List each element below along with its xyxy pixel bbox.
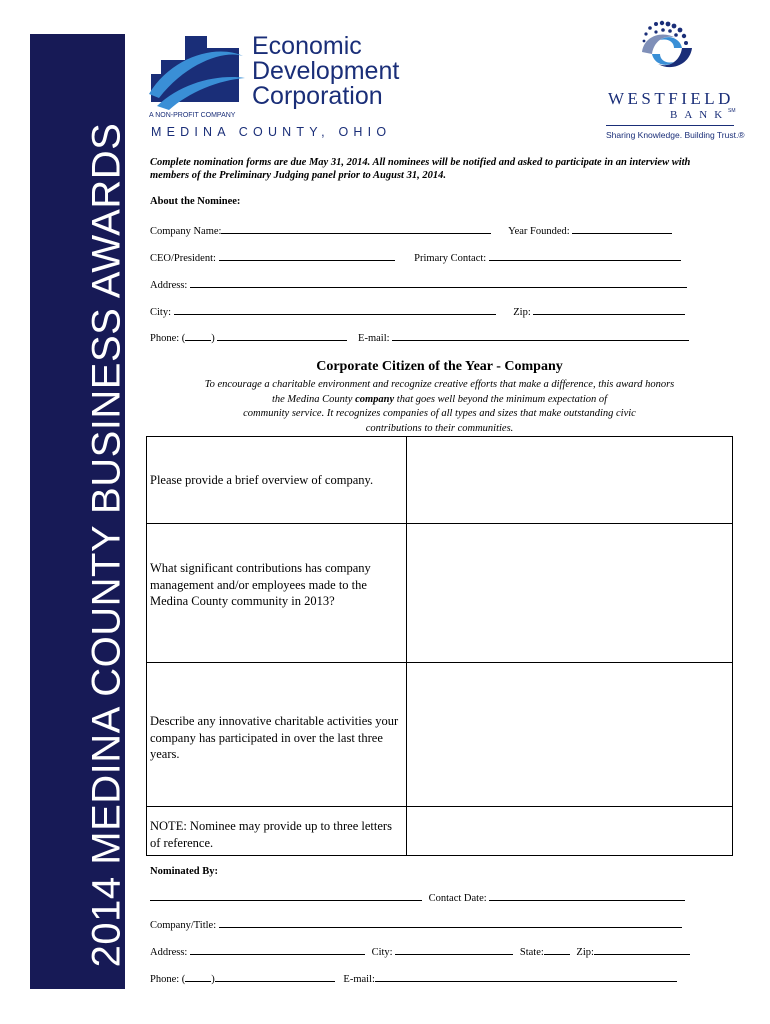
edc-name: Economic Development Corporation: [252, 32, 400, 110]
question-overview: Please provide a brief overview of company.: [150, 473, 374, 487]
year-founded-label: Year Founded:: [508, 226, 570, 237]
answer-innovative-activities-field[interactable]: [406, 663, 732, 807]
nominator-phone-label: Phone: (: [150, 974, 186, 985]
westfield-bank-word: BANK: [670, 109, 730, 121]
company-name-label: Company Name:: [150, 226, 222, 237]
question-cell: [147, 807, 406, 855]
contact-date-label: Contact Date:: [428, 893, 487, 904]
primary-contact-label: Primary Contact:: [414, 253, 487, 264]
address-label: Address:: [150, 280, 188, 291]
phone-label: Phone: (: [150, 333, 186, 344]
nominator-heading: Nominated By:: [150, 866, 218, 877]
edc-logo: [147, 30, 417, 142]
question-cell: [147, 524, 406, 663]
westfield-bank-logo: [598, 16, 743, 146]
nominator-phone-number-field[interactable]: [215, 971, 335, 982]
nominator-city-field[interactable]: [395, 944, 513, 955]
nominator-row-phone: [150, 971, 710, 985]
ceo-label: CEO/President:: [150, 253, 216, 264]
nominator-phone-area-field[interactable]: [185, 971, 211, 982]
edc-nonprofit-label: A NON-PROFIT COMPANY: [149, 112, 236, 119]
phone-number-field[interactable]: [217, 330, 347, 341]
ceo-field[interactable]: [219, 250, 395, 261]
nominator-state-field[interactable]: [544, 944, 570, 955]
nominator-row-address: [150, 944, 710, 958]
company-name-field[interactable]: [221, 223, 491, 234]
nominee-row-address: [150, 277, 710, 291]
westfield-name: WESTFIELD: [608, 89, 734, 108]
questions-table: [146, 436, 733, 856]
question-cell: [147, 437, 406, 524]
nominator-zip-field[interactable]: [594, 944, 690, 955]
question-cell: [147, 663, 406, 807]
westfield-swirl-icon: [636, 18, 698, 84]
company-title-label: Company/Title:: [150, 920, 217, 931]
email-field[interactable]: [392, 330, 689, 341]
nominator-phone-paren: ): [211, 974, 215, 985]
contact-date-field[interactable]: [489, 890, 685, 901]
phone-paren: ): [211, 333, 215, 344]
answer-contributions-field[interactable]: [406, 524, 732, 663]
answer-references-field[interactable]: [406, 807, 732, 855]
zip-field[interactable]: [533, 304, 685, 315]
nominator-address-label: Address:: [150, 947, 188, 958]
nominator-name-field[interactable]: [150, 890, 422, 901]
nominator-email-field[interactable]: [375, 971, 677, 982]
address-field[interactable]: [190, 277, 687, 288]
sidebar-banner: [30, 34, 129, 989]
zip-label: Zip:: [513, 307, 531, 318]
question-innovative-activities: Describe any innovative charitable activities your company has participated in over the last three years.: [150, 714, 399, 761]
nominator-zip-label: Zip:: [576, 947, 594, 958]
nominee-row-ceo: [150, 250, 710, 264]
nominator-city-label: City:: [371, 947, 393, 958]
nominator-address-field[interactable]: [190, 944, 365, 955]
westfield-sm-mark: SM: [728, 108, 736, 114]
question-contributions: What significant contributions has company management and/or employees made to the Medina County community in 2013?: [150, 561, 371, 608]
westfield-tagline: Sharing Knowledge. Building Trust.®: [606, 130, 745, 140]
company-title-field[interactable]: [219, 917, 682, 928]
answer-overview-field[interactable]: [406, 437, 732, 524]
edc-county-label: MEDINA COUNTY, OHIO: [151, 125, 392, 139]
nominator-row-name: [150, 890, 710, 904]
phone-area-code-field[interactable]: [185, 330, 211, 341]
year-founded-field[interactable]: [572, 223, 672, 234]
city-label: City:: [150, 307, 172, 318]
westfield-divider: [606, 125, 734, 126]
primary-contact-field[interactable]: [489, 250, 681, 261]
edc-map-icon: [147, 34, 247, 112]
nominee-row-city: [150, 304, 710, 318]
nominator-row-company: [150, 917, 710, 931]
email-label: E-mail:: [358, 333, 390, 344]
note-references: NOTE: Nominee may provide up to three letters of reference.: [150, 819, 392, 850]
nominee-row-phone: [150, 330, 710, 344]
sidebar-title: 2014 MEDINA COUNTY BUSINESS AWARDS: [84, 122, 129, 968]
nominee-heading: About the Nominee:: [150, 196, 241, 207]
award-title: Corporate Citizen of the Year - Company: [316, 359, 563, 374]
nominee-row-company: [150, 223, 710, 237]
nominator-email-label: E-mail:: [343, 974, 375, 985]
nominator-state-label: State:: [519, 947, 544, 958]
award-description: To encourage a charitable environment and recognize creative efforts that make a difference, this award honors the Medina County company that goes well beyond the minimum expectation of community service. It recognizes companies of all types and sizes that make outstanding civic contributions to their communities.: [204, 379, 675, 434]
due-date-notice: Complete nomination forms are due May 31, 2014. All nominees will be notified and asked to participate in an interview with members of the Preliminary Judging panel prior to August 31, 2014.: [150, 157, 691, 181]
city-field[interactable]: [174, 304, 496, 315]
